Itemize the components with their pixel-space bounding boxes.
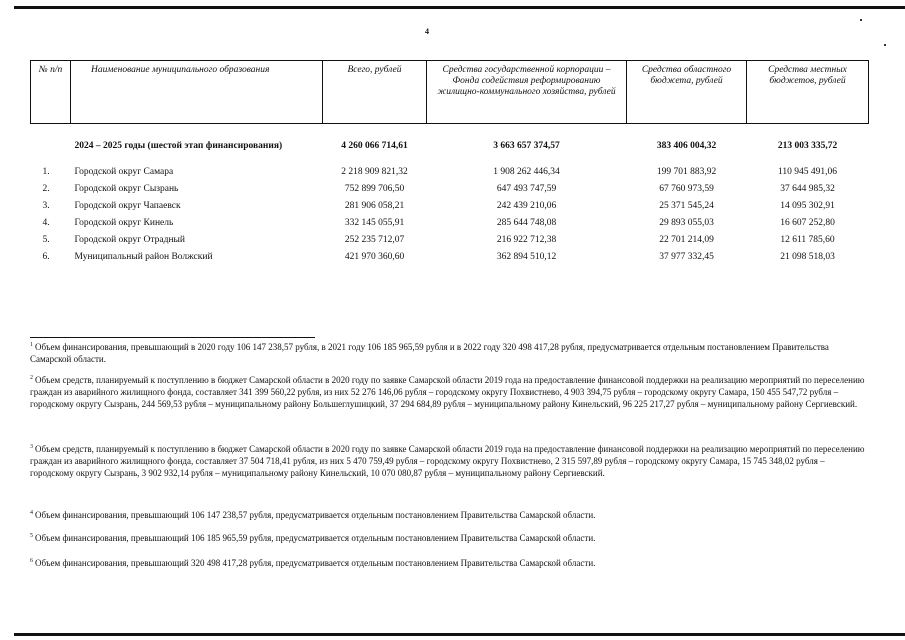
summary-total: 4 260 066 714,61 [341,140,408,151]
row-no: 4. [42,218,50,228]
table-row [31,249,869,266]
row-regional: 67 760 973,59 [659,184,714,194]
row-regional: 25 371 545,24 [659,201,714,211]
footnote-1 [30,341,865,365]
row-total: 2 218 909 821,32 [341,167,408,177]
row-fund: 1 908 262 446,34 [493,167,560,177]
header-local: Средства местных бюджетов, рублей [747,61,869,124]
footnote-5 [30,532,865,544]
row-no: 2. [42,184,50,194]
row-regional: 29 893 055,03 [659,218,714,228]
header-no: № п/п [31,61,71,124]
footnote-mark: 3 [30,444,33,450]
row-regional: 199 701 883,92 [656,167,717,177]
row-total: 281 906 058,21 [344,201,405,211]
row-fund: 647 493 747,59 [496,184,557,194]
table-row [31,232,869,249]
footnote-text: Объем финансирования, превышающий 320 498 417,28 рубля, предусматривается отдельным постановлением Правительства Самарской области. [35,558,596,568]
footnote-2 [30,374,865,410]
top-border-rule [14,6,905,9]
scan-speck [884,44,886,46]
summary-no [31,124,71,157]
header-regional: Средства областного бюджета, рублей [627,61,747,124]
header-name: Наименование муниципального образования [71,61,323,124]
row-fund: 362 894 510,12 [496,252,557,262]
row-no: 5. [42,235,50,245]
row-no: 6. [42,252,50,262]
header-fund: Средства государственной корпорации – Фонда содействия реформированию жилищно-коммунального хозяйства, рублей [427,61,627,124]
footnote-separator [30,337,315,338]
footnote-text: Объем финансирования, превышающий в 2020 году 106 147 238,57 рубля, в 2021 году 106 185 965,59 рубля и в 2022 году 320 498 417,28 рубля, предусматривается отдельным постановлением Правительства Самарской области. [30,342,829,364]
footnote-3 [30,443,865,479]
summary-row [31,124,869,157]
row-local: 110 945 491,06 [777,167,838,177]
spacer-row [31,156,869,164]
table-row [31,181,869,198]
table-row [31,164,869,181]
footnote-mark: 2 [30,375,33,381]
row-name: Городской округ Самара [74,167,174,177]
row-no: 3. [42,201,50,211]
row-total: 421 970 360,60 [344,252,405,262]
footnote-mark: 1 [30,342,33,348]
row-local: 14 095 302,91 [780,201,835,211]
footnote-mark: 6 [30,558,33,564]
row-name: Городской округ Отрадный [74,235,186,245]
table-header-row [31,61,869,124]
row-no: 1. [42,167,50,177]
row-local: 21 098 518,03 [780,252,835,262]
row-total: 252 235 712,07 [344,235,405,245]
row-local: 37 644 985,32 [780,184,835,194]
row-total: 752 899 706,50 [344,184,405,194]
footnote-mark: 4 [30,510,33,516]
summary-label: 2024 – 2025 годы (шестой этап финансирования) [74,140,283,151]
row-regional: 37 977 332,45 [659,252,714,262]
footnote-4 [30,509,865,521]
summary-fund: 3 663 657 374,57 [493,140,560,151]
row-name: Муниципальный район Волжский [74,252,213,262]
financing-table [30,60,869,266]
footnote-6 [30,557,865,569]
summary-local: 213 003 335,72 [777,140,838,151]
row-fund: 242 439 210,06 [496,201,557,211]
scan-speck [860,19,862,21]
footnote-mark: 5 [30,533,33,539]
row-local: 16 607 252,80 [780,218,835,228]
row-fund: 285 644 748,08 [496,218,557,228]
spacer-cell [31,156,869,164]
row-total: 332 145 055,91 [344,218,405,228]
row-name: Городской округ Чапаевск [74,201,181,211]
summary-regional: 383 406 004,32 [656,140,717,151]
table-row [31,215,869,232]
page-number: 4 [425,27,429,36]
row-fund: 216 922 712,38 [496,235,557,245]
footnote-text: Объем средств, планируемый к поступлению в бюджет Самарской области в 2020 году по заявке Самарской области 2019 года на предоставление финансовой поддержки на реализацию мероприятий по переселению граждан из аварийного жилищного фонда, составляет 341 399 560,22 рубля, из них 52 276 146,06 рубля – городскому округу Похвистнево, 4 903 394,75 рубля – городскому округу Самара, 150 455 547,72 рубля – городскому округу Сызрань, 244 569,53 рубля – муниципальному району Большеглушицкий, 37 294 684,89 рубля – муниципальному району Кинельский, 96 225 217,27 рубля – муниципальному району Сергиевский. [30,375,865,409]
row-name: Городской округ Сызрань [74,184,179,194]
row-local: 12 611 785,60 [780,235,835,245]
bottom-border-rule [14,633,905,636]
footnote-text: Объем средств, планируемый к поступлению в бюджет Самарской области в 2020 году по заявке Самарской области 2019 года на предоставление финансовой поддержки на реализацию мероприятий по переселению граждан из аварийного жилищного фонда, составляет 37 504 718,41 рубля, из них 5 470 759,49 рубля – городскому округу Похвистнево, 2 315 597,89 рубля – городскому округу Самара, 15 745 348,02 рубля – городскому округу Сызрань, 3 902 932,14 рубля – муниципальному району Кинельский, 10 070 080,87 рубля – муниципальному району Сергиевский. [30,444,865,478]
row-regional: 22 701 214,09 [659,235,714,245]
footnote-text: Объем финансирования, превышающий 106 147 238,57 рубля, предусматривается отдельным постановлением Правительства Самарской области. [35,510,596,520]
row-name: Городской округ Кинель [74,218,174,228]
footnote-text: Объем финансирования, превышающий 106 185 965,59 рубля, предусматривается отдельным постановлением Правительства Самарской области. [35,533,596,543]
table-row [31,198,869,215]
header-total: Всего, рублей [323,61,427,124]
